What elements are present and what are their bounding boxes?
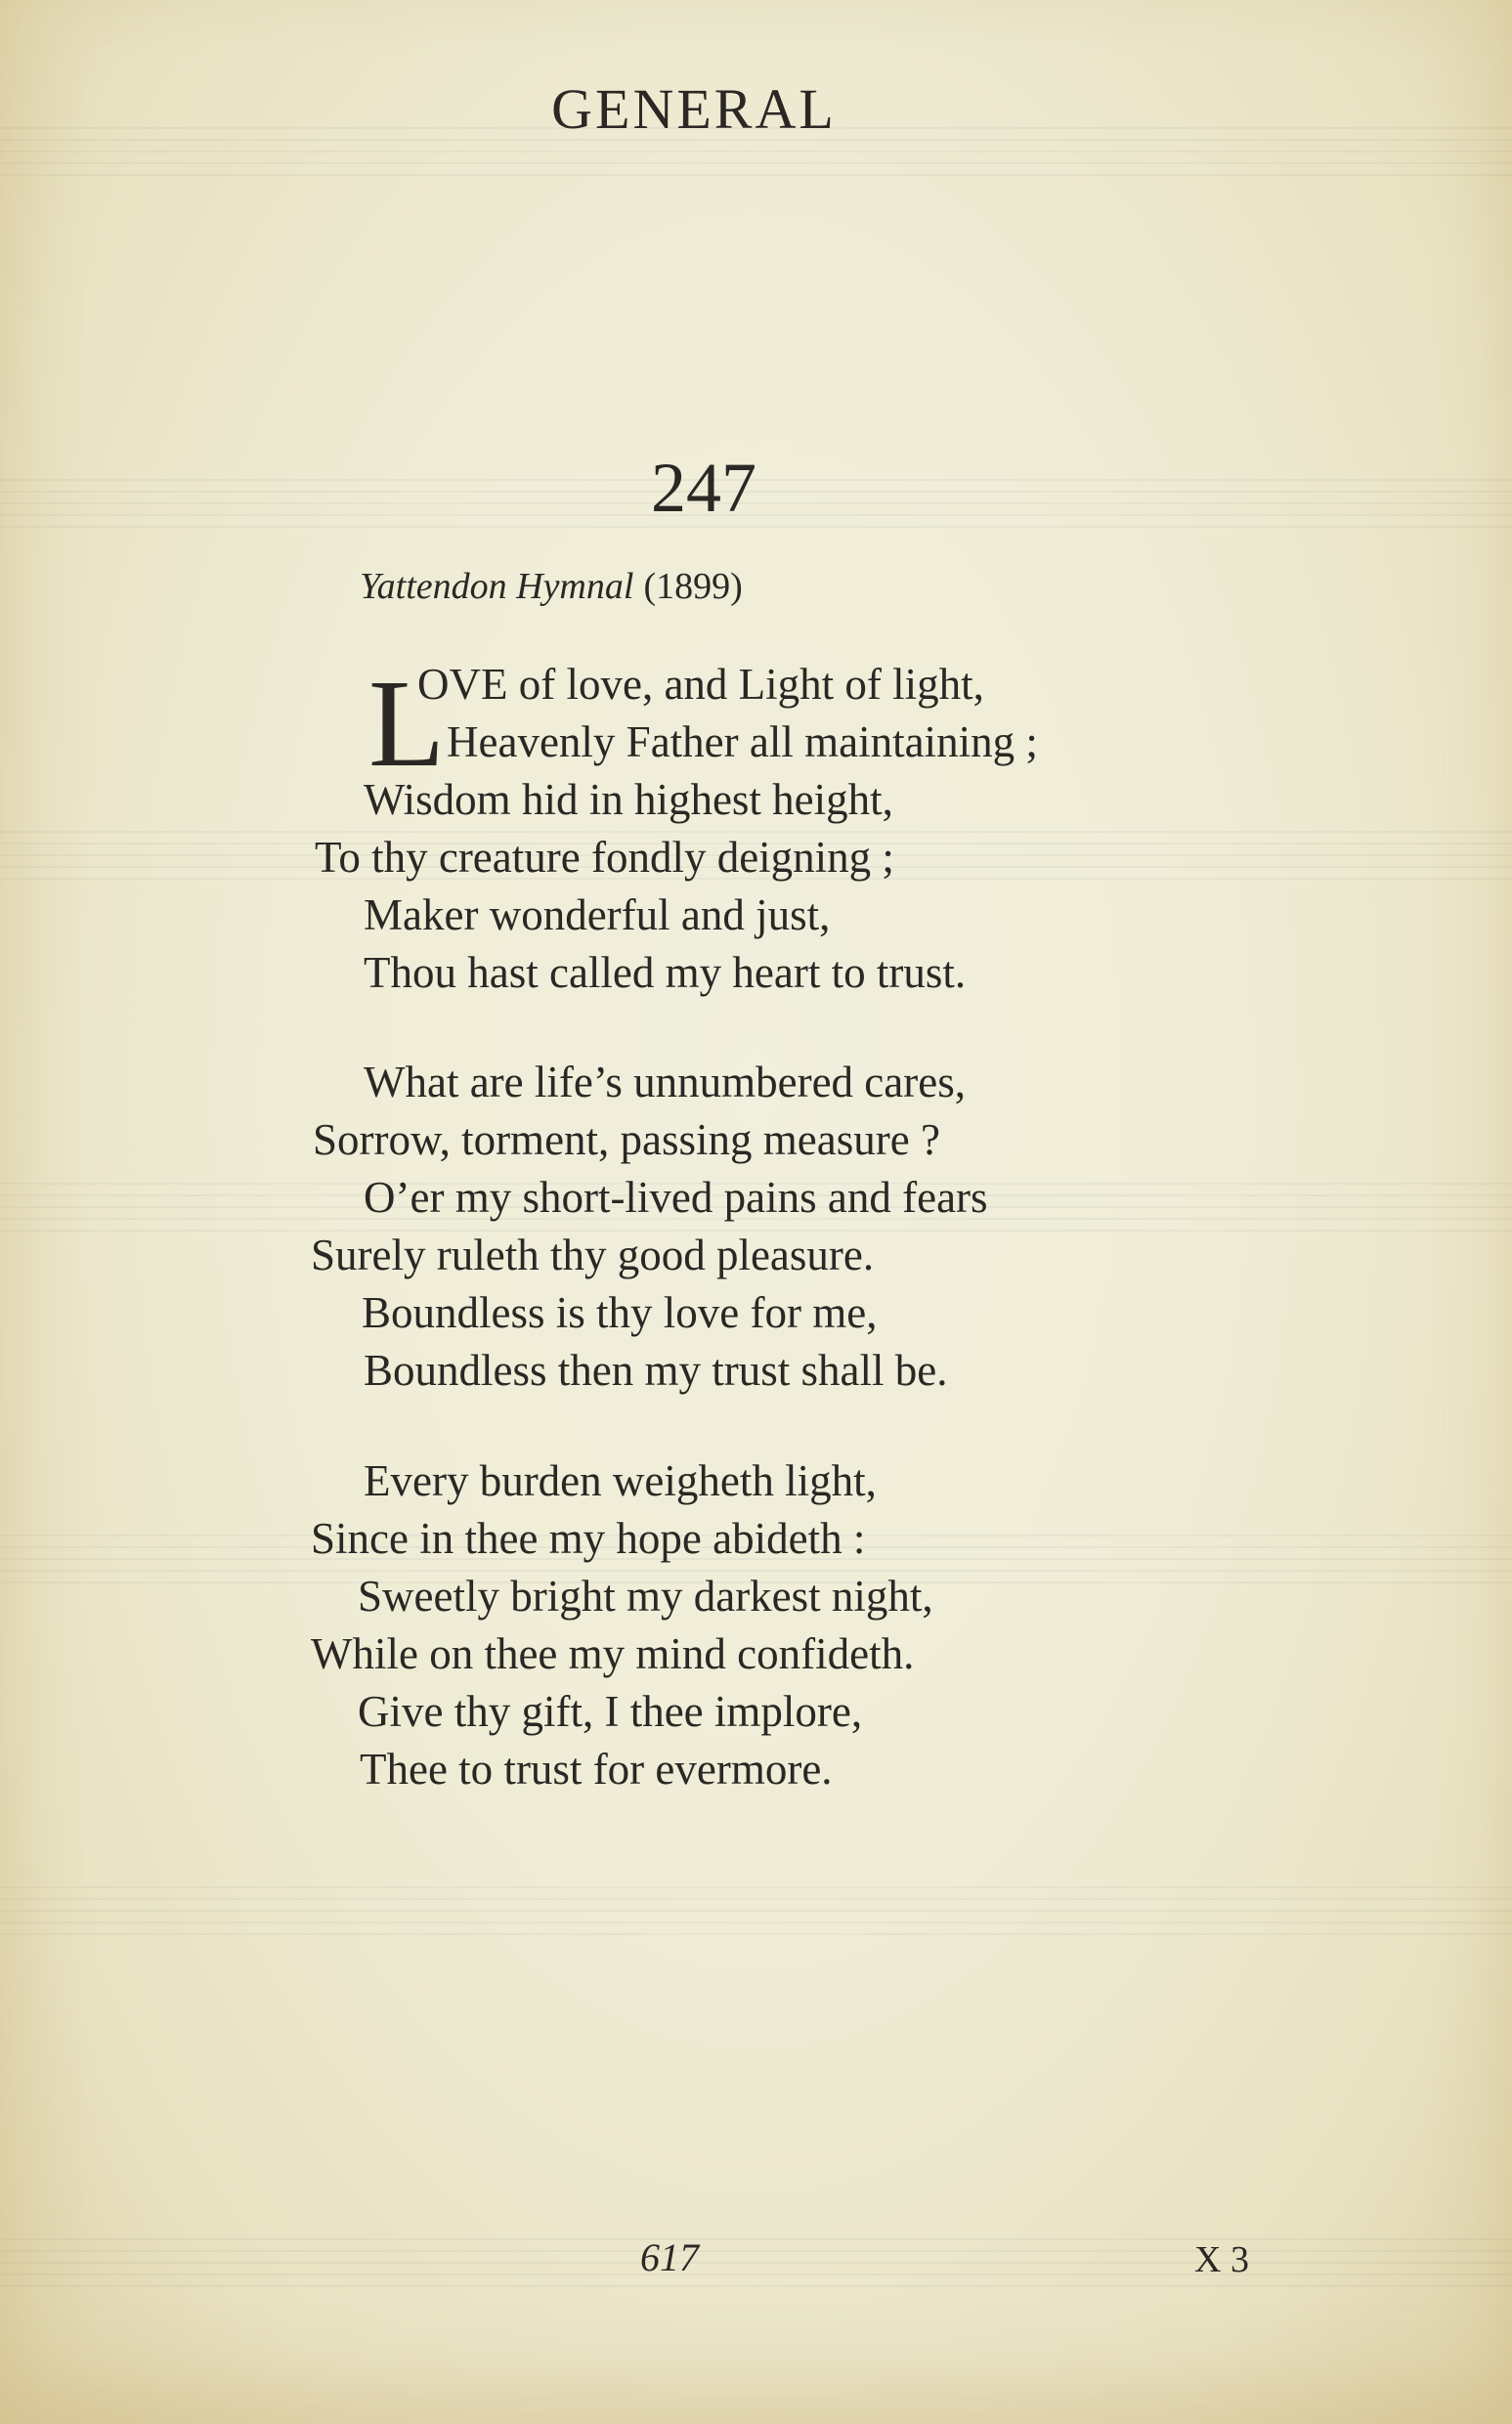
verse-line: Wisdom hid in highest height, bbox=[364, 775, 893, 824]
page-number: 617 bbox=[640, 2235, 699, 2279]
verse-line: Thou hast called my heart to trust. bbox=[364, 948, 967, 997]
verse-line: Maker wonderful and just, bbox=[364, 890, 831, 939]
verse-line: Boundless then my trust shall be. bbox=[364, 1346, 948, 1395]
verse-line: Every burden weigheth light, bbox=[364, 1456, 877, 1505]
verse-line: Thee to trust for evermore. bbox=[360, 1745, 833, 1794]
verse-line: O’er my short-lived pains and fears bbox=[364, 1173, 988, 1222]
hymn-source bbox=[360, 565, 743, 608]
verse-line: Heavenly Father all maintaining ; bbox=[447, 717, 1038, 766]
verse-line: Sorrow, torment, passing measure ? bbox=[313, 1115, 940, 1164]
verse-line: While on thee my mind confideth. bbox=[311, 1629, 915, 1678]
verse-line: Give thy gift, I thee implore, bbox=[358, 1687, 863, 1736]
verse-line: What are life’s unnumbered cares, bbox=[364, 1058, 966, 1106]
signature-mark: X 3 bbox=[1194, 2239, 1249, 2280]
verse-line: Sweetly bright my darkest night, bbox=[358, 1572, 933, 1621]
drop-cap: L bbox=[368, 654, 446, 793]
hymn-number: 247 bbox=[651, 449, 756, 527]
running-head: GENERAL bbox=[551, 77, 837, 141]
verse-line: Since in thee my hope abideth : bbox=[311, 1514, 866, 1563]
source-name: Yattendon Hymnal bbox=[360, 566, 634, 607]
source-year: (1899) bbox=[643, 566, 743, 607]
verse-line: OVE of love, and Light of light, bbox=[417, 660, 984, 709]
verse-line: Boundless is thy love for me, bbox=[362, 1288, 878, 1337]
verse-line: To thy creature fondly deigning ; bbox=[315, 833, 894, 882]
verse-line: Surely ruleth thy good pleasure. bbox=[311, 1231, 875, 1279]
